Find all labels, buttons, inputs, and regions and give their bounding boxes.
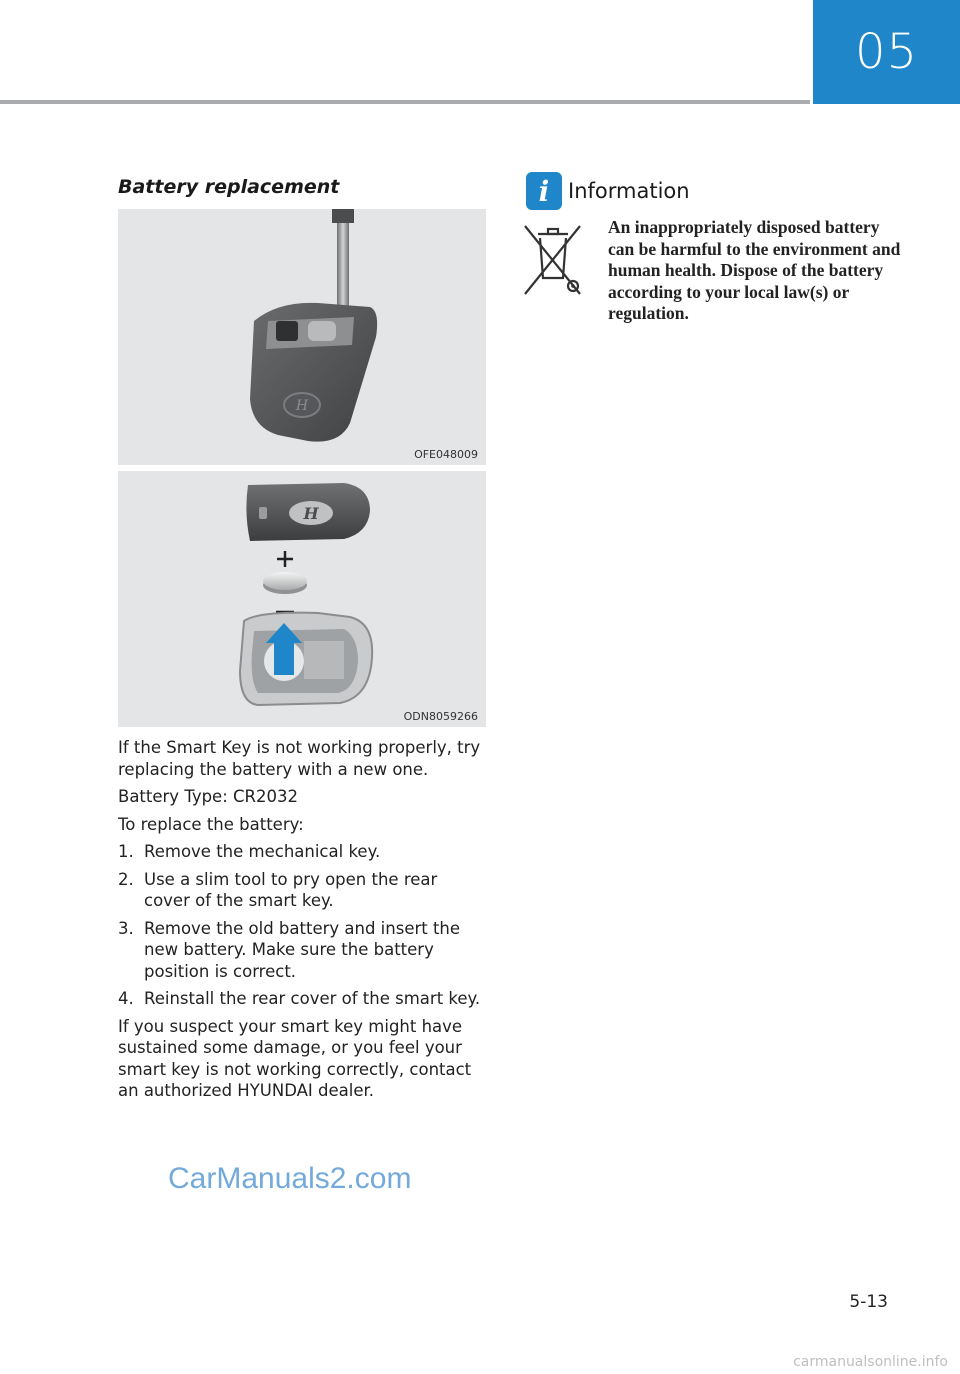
info-header (526, 172, 690, 210)
info-icon: i (526, 172, 562, 210)
list-item: 3. Remove the old battery and insert the new battery. Make sure the battery position is correct. (118, 918, 461, 981)
crossed-out-bin-icon (522, 222, 584, 298)
figure-code: ODN8059266 (403, 710, 478, 723)
figure-battery-insert (118, 471, 486, 727)
page-number: 5-13 (849, 1292, 888, 1312)
list-item: 1. Remove the mechanical key. (118, 842, 381, 861)
figure-pry-open-key (118, 209, 486, 465)
list-item: 4. Reinstall the rear cover of the smart key. (118, 989, 481, 1008)
section-heading: Battery replacement (118, 176, 340, 198)
source-footer: carmanualsonline.info (793, 1354, 948, 1370)
battery-insert-illustration (118, 471, 486, 727)
chapter-tab: 05 (813, 0, 960, 104)
svg-text:H: H (295, 398, 309, 414)
info-title: Information (568, 179, 690, 203)
body-text (118, 737, 488, 1108)
watermark: CarManuals2.com (168, 1162, 412, 1195)
pry-key-illustration (118, 209, 486, 465)
steps-intro: To replace the battery: (118, 814, 304, 834)
battery-type: Battery Type: CR2032 (118, 787, 298, 806)
outro-paragraph: If you suspect your smart key might have sustained some damage, or you feel your smart key is not working correctly, contact an authorized HYUNDAI dealer. (118, 1016, 472, 1100)
svg-text:H: H (303, 504, 319, 523)
info-text: An inappropriately disposed battery can be harmful to the environment and human health. Dispose of the battery according to your local law(s) or regulation. (608, 217, 901, 323)
figure-code: OFE048009 (414, 448, 478, 461)
list-item: 2. Use a slim tool to pry open the rear cover of the smart key. (118, 869, 438, 910)
header-rule (0, 100, 810, 104)
steps-list (118, 841, 488, 1010)
intro-paragraph: If the Smart Key is not working properly, try replacing the battery with a new one. (118, 738, 481, 779)
